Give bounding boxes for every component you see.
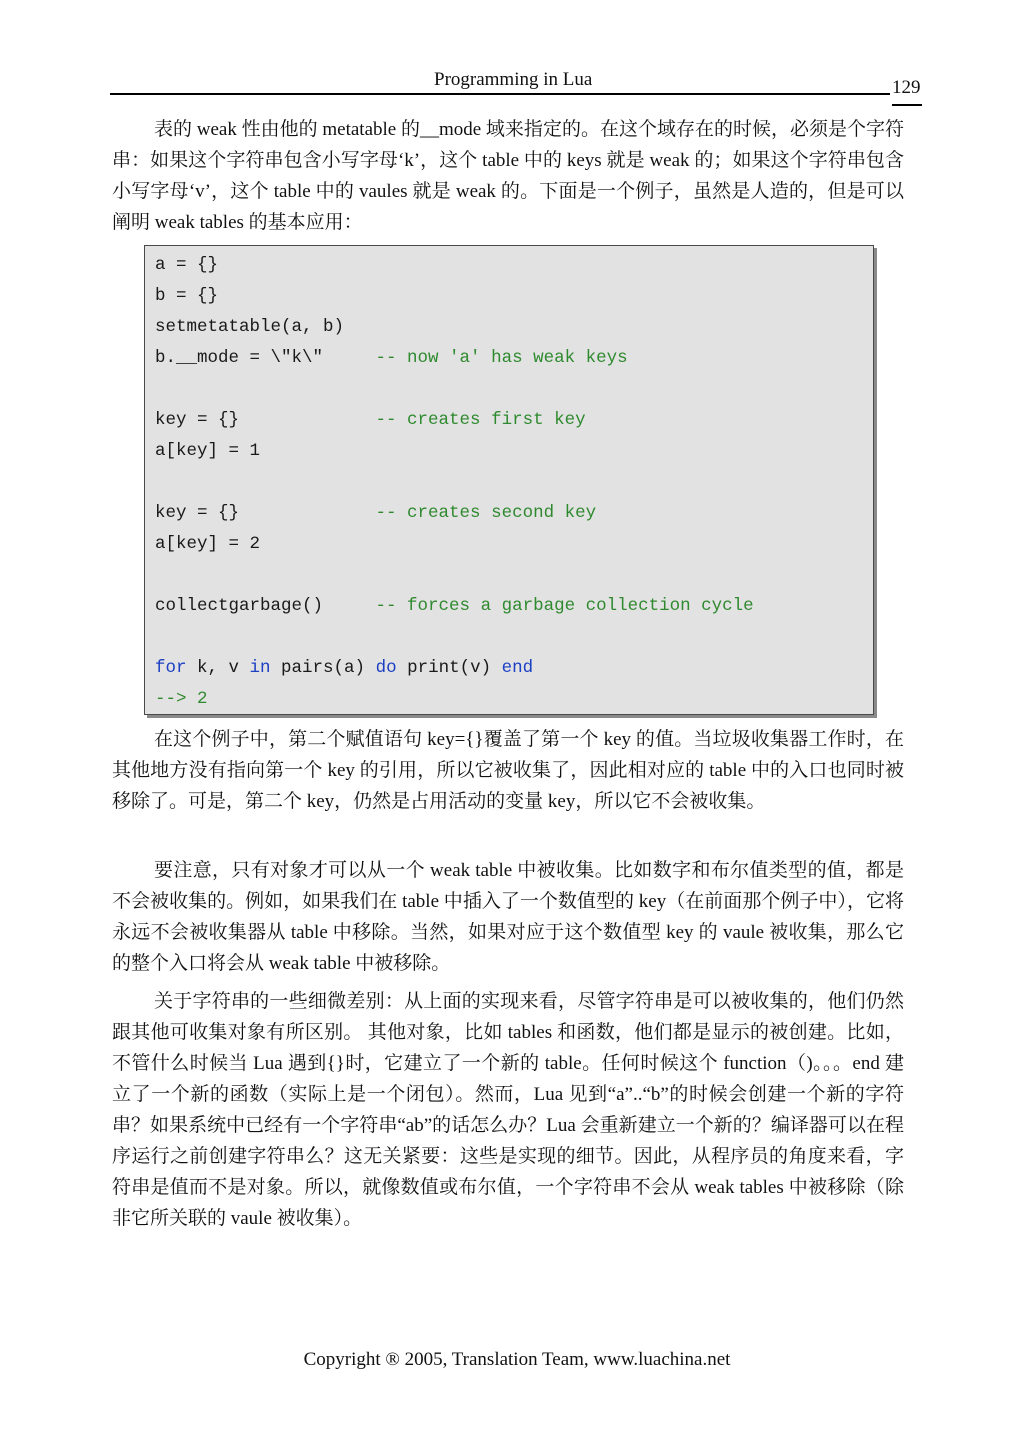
code-line: a = {} (155, 255, 219, 275)
code-line: b = {} (155, 286, 219, 306)
running-header-title: Programming in Lua (434, 69, 593, 90)
code-listing (144, 245, 874, 715)
code-text: pairs(a) (270, 658, 376, 678)
code-text: key = {} (155, 410, 376, 430)
page-number: 129 (892, 77, 921, 98)
code-comment: -- creates second key (375, 503, 597, 523)
code-line (155, 343, 628, 373)
code-line (155, 684, 208, 714)
code-comment: -- forces a garbage collection cycle (375, 596, 754, 616)
code-text: k, v (186, 658, 250, 678)
code-line (155, 405, 586, 435)
code-line: a[key] = 1 (155, 441, 261, 461)
code-comment: -- creates first key (375, 410, 586, 430)
code-keyword: in (249, 658, 271, 678)
paragraph-explain-1: 在这个例子中，第二个赋值语句 key={}覆盖了第一个 key 的值。当垃圾收集器工作时，在其他地方没有指向第一个 key 的引用，所以它被收集了，因此相对应的 table 中的入口也同时被移除了。可是，第二个 key，仍然是占用活动的变量 key，所以它不会被收集。 (112, 729, 904, 812)
code-text: collectgarbage() (155, 596, 376, 616)
code-text: b.__mode = \"k\" (155, 348, 376, 368)
code-keyword: for (155, 658, 187, 678)
header-rule (110, 93, 890, 95)
page-footer-copyright: Copyright ® 2005, Translation Team, www.luachina.net (303, 1349, 731, 1370)
code-line (155, 591, 754, 621)
paragraph-intro: 表的 weak 性由他的 metatable 的__mode 域来指定的。在这个域存在的时候，必须是个字符串：如果这个字符串包含小写字母‘k’，这个 table 中的 keys 就是 weak 的；如果这个字符串包含小写字母‘v’，这个 table 中的 vaules 就是 weak 的。下面是一个例子，虽然是人造的，但是可以阐明 weak tables 的基本应用： (112, 119, 904, 233)
code-line: setmetatable(a, b) (155, 317, 345, 337)
paragraph-explain-3: 关于字符串的一些细微差别：从上面的实现来看，尽管字符串是可以被收集的，他们仍然跟其他可收集对象有所区别。 其他对象，比如 tables 和函数，他们都是显示的被创建。比如，不管什么时候当 Lua 遇到{}时，它建立了一个新的 table。任何时候这个 function（)。。。end 建立了一个新的函数（实际上是一个闭包）。然而，Lua 见到“a”..“b”的时候会创建一个新的字符串？如果系统中已经有一个字符串“ab”的话怎么办？Lua 会重新建立一个新的？编译器可以在程序运行之前创建字符串么？这无关紧要：这些是实现的细节。因此，从程序员的角度来看，字符串是值而不是对象。所以，就像数值或布尔值，一个字符串不会从 weak tables 中被移除（除非它所关联的 vaule 被收集）。 (112, 991, 904, 1229)
page-number-rule (892, 104, 922, 106)
code-line (155, 653, 533, 683)
code-line (155, 498, 596, 528)
code-text: key = {} (155, 503, 376, 523)
code-output: --> 2 (155, 689, 208, 709)
code-text: print(v) (396, 658, 502, 678)
paragraph-explain-2: 要注意，只有对象才可以从一个 weak table 中被收集。比如数字和布尔值类型的值，都是不会被收集的。例如，如果我们在 table 中插入了一个数值型的 key（在前面那个例子中），它将永远不会被收集器从 table 中移除。当然，如果对应于这个数值型 key 的 vaule 被收集，那么它的整个入口将会从 weak table 中被移除。 (112, 860, 904, 974)
code-keyword: do (375, 658, 397, 678)
code-keyword: end (501, 658, 534, 678)
code-line: a[key] = 2 (155, 534, 261, 554)
code-comment: -- now 'a' has weak keys (375, 348, 628, 368)
